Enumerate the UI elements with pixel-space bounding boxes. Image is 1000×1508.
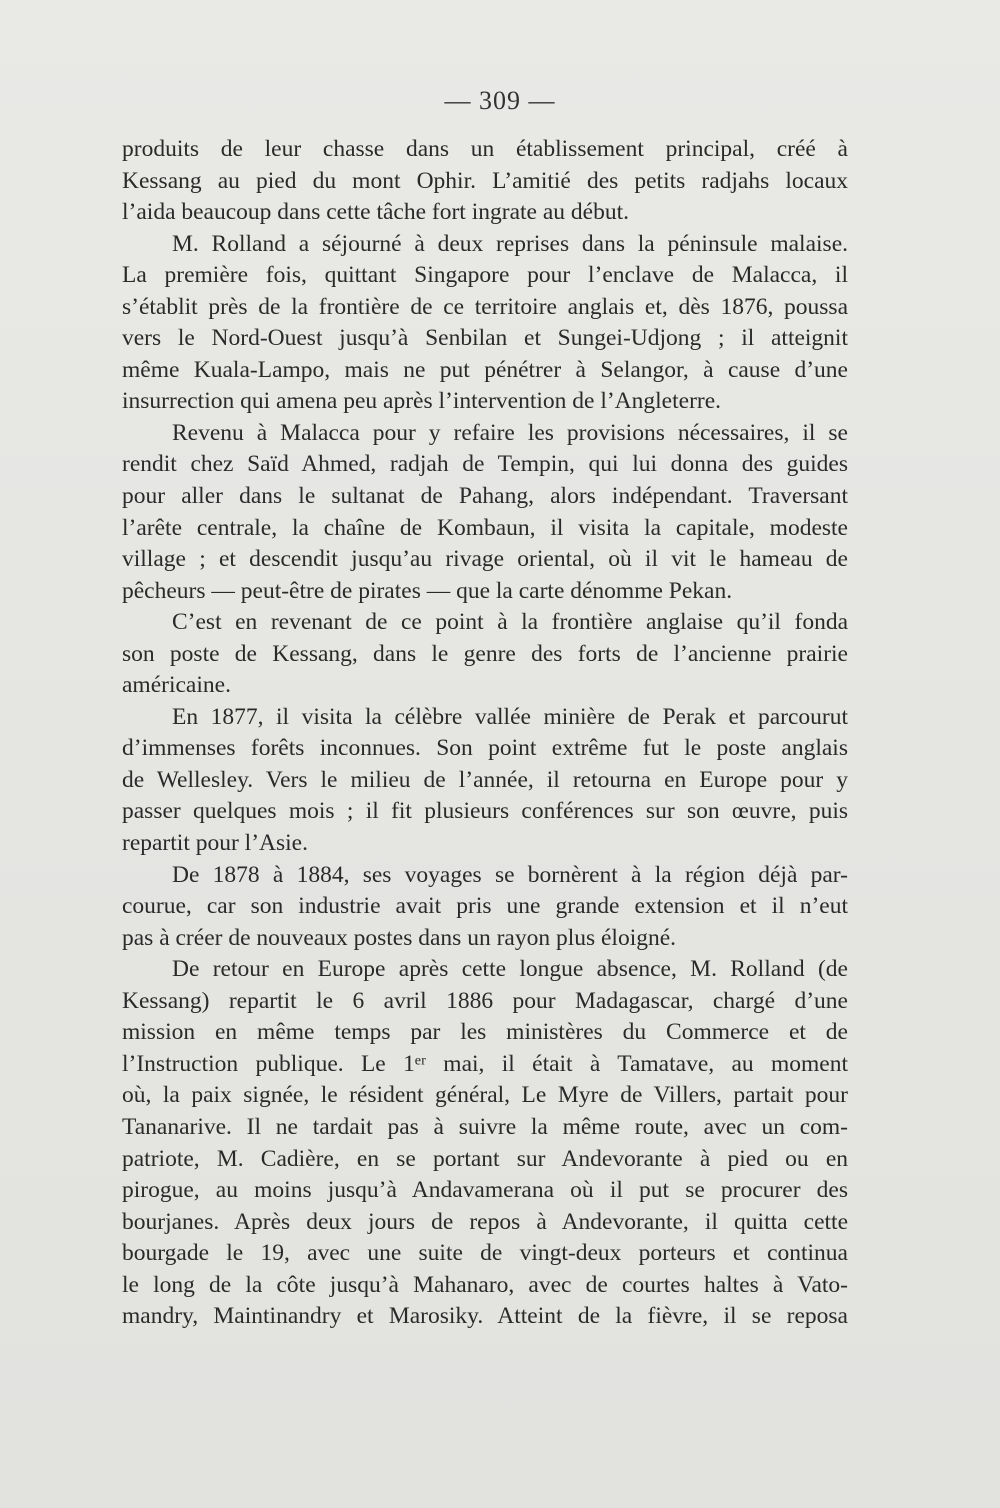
- text-line: l’Instruction publique. Le 1ᵉʳ mai, il était à Tamatave, au moment: [122, 1050, 848, 1077]
- text-line: insurrection qui amena peu après l’intervention de l’Angleterre.: [122, 388, 722, 415]
- text-line: village ; et descendit jusqu’au rivage oriental, où il vit le hameau de: [122, 546, 848, 573]
- text-line: s’établit près de la frontière de ce territoire anglais et, dès 1876, poussa: [122, 293, 848, 320]
- text-line: américaine.: [122, 672, 231, 699]
- text-line: bourgade le 19, avec une suite de vingt-deux porteurs et continua: [122, 1240, 848, 1267]
- text-line: mandry, Maintinandry et Marosiky. Atteint de la fièvre, il se reposa: [122, 1303, 848, 1330]
- text-line: C’est en revenant de ce point à la frontière anglaise qu’il fonda: [172, 609, 848, 636]
- body-text: [122, 134, 848, 1333]
- text-line: La première fois, quittant Singapore pour l’enclave de Malacca, il: [122, 262, 848, 289]
- text-line: En 1877, il visita la célèbre vallée minière de Perak et parcourut: [172, 703, 848, 730]
- page-number: — 309 —: [444, 86, 556, 115]
- text-line: pour aller dans le sultanat de Pahang, alors indépendant. Traversant: [122, 483, 848, 510]
- text-line: même Kuala-Lampo, mais ne put pénétrer à Selangor, à cause d’une: [122, 356, 848, 383]
- text-line: produits de leur chasse dans un établissement principal, créé à: [122, 136, 848, 162]
- text-line: M. Rolland a séjourné à deux reprises dans la péninsule malaise.: [172, 230, 848, 257]
- text-line: l’aida beaucoup dans cette tâche fort ingrate au début.: [122, 199, 629, 226]
- text-line: de Wellesley. Vers le milieu de l’année, il retourna en Europe pour y: [122, 766, 848, 793]
- text-line: De 1878 à 1884, ses voyages se bornèrent à la région déjà par-: [172, 861, 848, 888]
- text-line: son poste de Kessang, dans le genre des forts de l’ancienne prairie: [122, 640, 848, 667]
- text-line: Revenu à Malacca pour y refaire les provisions nécessaires, il se: [172, 419, 848, 446]
- text-line: pêcheurs — peut-être de pirates — que la carte dénomme Pekan.: [122, 577, 733, 604]
- text-line: bourjanes. Après deux jours de repos à Andevorante, il quitta cette: [122, 1208, 848, 1235]
- text-line: d’immenses forêts inconnues. Son point extrême fut le poste anglais: [122, 735, 848, 762]
- text-line: De retour en Europe après cette longue absence, M. Rolland (de: [172, 956, 848, 983]
- text-line: Kessang) repartit le 6 avril 1886 pour Madagascar, chargé d’une: [122, 987, 848, 1014]
- text-line: Tananarive. Il ne tardait pas à suivre la même route, avec un com-: [122, 1113, 848, 1140]
- text-line: courue, car son industrie avait pris une grande extension et il n’eut: [122, 893, 848, 920]
- text-line: patriote, M. Cadière, en se portant sur Andevorante à pied ou en: [122, 1145, 848, 1172]
- text-line: pirogue, au moins jusqu’à Andavamerana où il put se procurer des: [122, 1177, 848, 1204]
- text-line: pas à créer de nouveaux postes dans un rayon plus éloigné.: [122, 924, 677, 951]
- text-line: passer quelques mois ; il fit plusieurs conférences sur son œuvre, puis: [122, 798, 848, 825]
- text-line: repartit pour l’Asie.: [122, 830, 308, 857]
- text-line: Kessang au pied du mont Ophir. L’amitié des petits radjahs locaux: [122, 167, 848, 194]
- text-line: rendit chez Saïd Ahmed, radjah de Tempin, qui lui donna des guides: [122, 451, 848, 478]
- text-line: vers le Nord-Ouest jusqu’à Senbilan et Sungei-Udjong ; il atteignit: [122, 325, 848, 352]
- text-line: le long de la côte jusqu’à Mahanaro, avec de courtes haltes à Vato-: [122, 1271, 848, 1298]
- text-line: l’arête centrale, la chaîne de Kombaun, il visita la capitale, modeste: [122, 514, 848, 541]
- text-line: où, la paix signée, le résident général, Le Myre de Villers, partait pour: [122, 1082, 848, 1109]
- text-line: mission en même temps par les ministères du Commerce et de: [122, 1019, 848, 1046]
